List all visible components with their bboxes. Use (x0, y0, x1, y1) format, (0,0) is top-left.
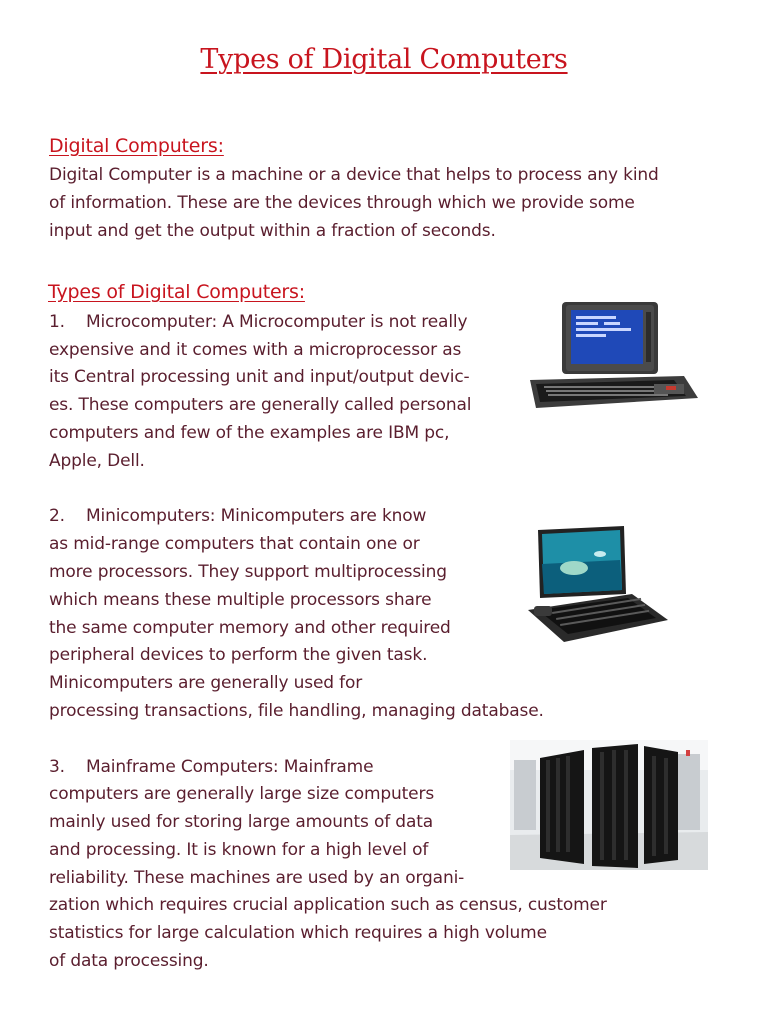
minicomputer-line: the same computer memory and other required (49, 618, 451, 638)
item-number: 2. (49, 506, 65, 526)
minicomputer-line: which means these multiple processors share (49, 590, 432, 610)
mainframe-line: mainly used for storing large amounts of data (49, 812, 434, 832)
minicomputer-line: processing transactions, file handling, managing database. (49, 701, 544, 721)
mainframe-line: computers are generally large size computers (49, 784, 435, 804)
digital-paragraph-line: input and get the output within a fraction of seconds. (49, 221, 496, 241)
mainframe-line: reliability. These machines are used by an organi- (49, 868, 465, 888)
microcomputer-line: expensive and it comes with a microprocessor as (49, 340, 462, 360)
minicomputer-line (49, 506, 426, 526)
mainframe-line: and processing. It is known for a high level of (49, 840, 429, 860)
item-text: Minicomputers: Minicomputers are know (86, 506, 427, 526)
digital-paragraph-line: Digital Computer is a machine or a device that helps to process any kind (49, 165, 659, 185)
minicomputer-image (528, 524, 670, 646)
microcomputer-line: its Central processing unit and input/output devic- (49, 367, 470, 387)
types-heading: Types of Digital Computers: (48, 281, 305, 303)
digital-paragraph-line: of information. These are the devices through which we provide some (49, 193, 635, 213)
microcomputer-line: Apple, Dell. (49, 451, 145, 471)
minicomputer-line: Minicomputers are generally used for (49, 673, 363, 693)
microcomputer-line (49, 312, 467, 332)
microcomputer-line: computers and few of the examples are IBM pc, (49, 423, 450, 443)
item-text: Mainframe Computers: Mainframe (86, 757, 374, 777)
microcomputer-line: es. These computers are generally called personal (49, 395, 472, 415)
mainframe-image (510, 740, 708, 870)
page-title: Types of Digital Computers (200, 44, 568, 75)
minicomputer-line: more processors. They support multiprocessing (49, 562, 447, 582)
item-number: 1. (49, 312, 65, 332)
mainframe-line: of data processing. (49, 951, 209, 971)
minicomputer-line: as mid-range computers that contain one or (49, 534, 420, 554)
mainframe-line: zation which requires crucial application such as census, customer (49, 895, 607, 915)
item-text: Microcomputer: A Microcomputer is not really (86, 312, 468, 332)
digital-computers-heading: Digital Computers: (49, 135, 224, 157)
mainframe-line (49, 757, 373, 777)
item-number: 3. (49, 757, 65, 777)
minicomputer-line: peripheral devices to perform the given task. (49, 645, 428, 665)
microcomputer-image (524, 300, 700, 412)
mainframe-line: statistics for large calculation which requires a high volume (49, 923, 547, 943)
